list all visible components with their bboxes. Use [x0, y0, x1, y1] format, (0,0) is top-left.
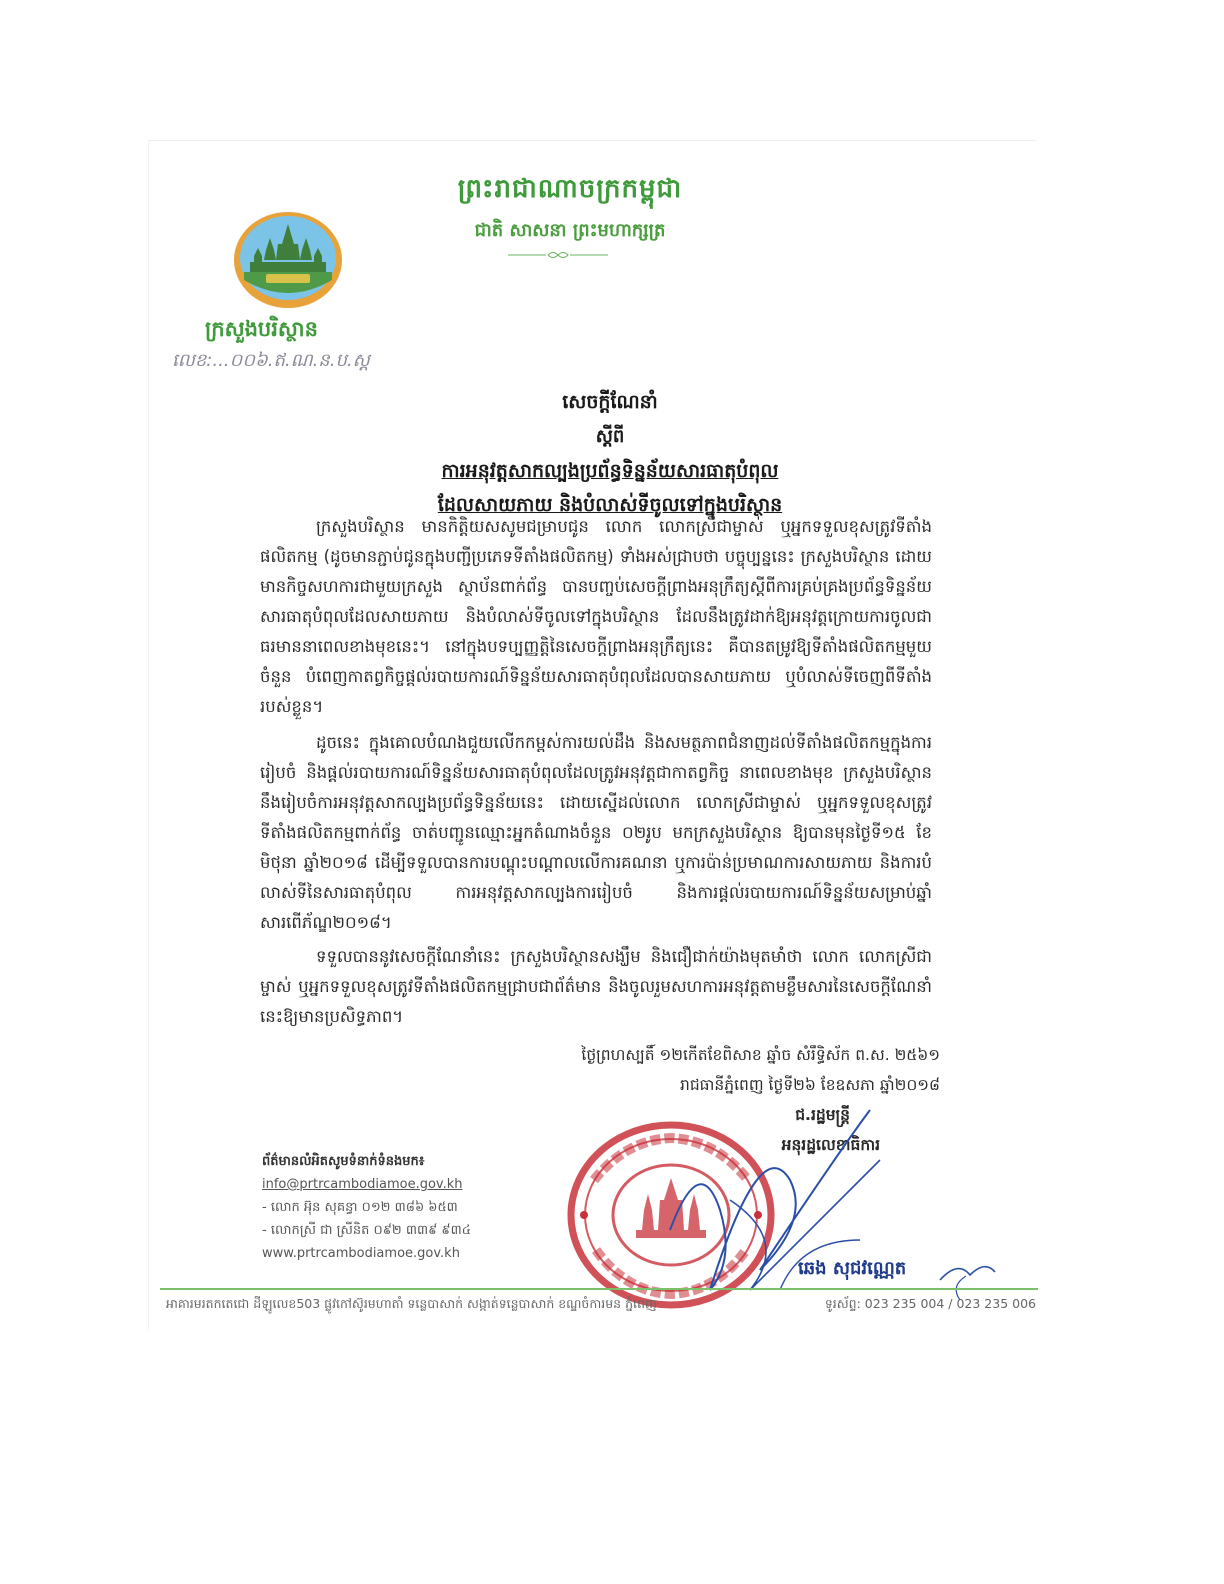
- footer-address: អាគារមរតកតេជោ ដីឡូលេខ503 ផ្លូវកៅស៊ូរមហាតាំ ទន្លេបាសាក់ សង្កាត់ទន្លេបាសាក់ ខណ្ឌចំការមន ភ្នំពេញ: [166, 1296, 657, 1311]
- signer-name: ឆេង សុជវណ្ណេត: [798, 1258, 907, 1279]
- contact-heading: ព័ត៌មានលំអិតសូមទំនាក់ទំនងមក៖: [262, 1154, 425, 1169]
- title-line-1: សេចក្តីណែនាំ: [562, 391, 658, 413]
- for-minister-label: ជ.រដ្ឋមន្ត្រី: [795, 1106, 850, 1124]
- body-paragraph-3: ទទួលបាននូវសេចក្តីណែនាំនេះ ក្រសួងបរិស្ថានសង្ឃឹម និងជឿជាក់យ៉ាងមុតមាំថា លោក លោកស្រីជាម្ចាស់ ឬអ្នកទទួលខុសត្រូវទីតាំងផលិតកម្មជ្រាបជាព័ត៌មាន និងចូលរួមសហការអនុវត្តតាមខ្លឹមសារនៃសេចក្តីណែនាំនេះឱ្យមានប្រសិទ្ធភាព។: [260, 947, 932, 1026]
- contact-person-2: - លោកស្រី ជា ស្រីនិត ០៩២ ៣៣៩ ៩៣៤: [262, 1223, 471, 1238]
- body-paragraph-1: ក្រសួងបរិស្ថាន មានកិត្តិយសសូមជម្រាបជូន លោក លោកស្រីជាម្ចាស់ ឬអ្នកទទួលខុសត្រូវទីតាំងផលិតកម្ម (ដូចមានភ្ជាប់ជូនក្នុងបញ្ជីប្រភេទទីតាំងផលិតកម្ម) ទាំងអស់ជ្រាបថា បច្ចុប្បន្ននេះ ក្រសួងបរិស្ថាន ដោយមានកិច្ចសហការជាមួយក្រសួង ស្ថាប័នពាក់ព័ន្ធ បានបញ្ចប់សេចក្តីព្រាងអនុក្រឹត្យស្តីពីការគ្រប់គ្រងប្រព័ន្ធទិន្នន័យសារធាតុបំពុលដែលសាយភាយ និងបំលាស់ទីចូលទៅក្នុងបរិស្ថាន ដែលនឹងត្រូវដាក់ឱ្យអនុវត្តក្រោយការចូលជាធរមាននាពេលខាងមុខនេះ។ នៅក្នុងបទប្បញ្ញត្តិនៃសេចក្តីព្រាងអនុក្រឹត្យនេះ គឺបានតម្រូវឱ្យទីតាំងផលិតកម្មមួយចំនួន បំពេញកាតព្វកិច្ចផ្តល់របាយការណ៍ទិន្នន័យសារធាតុបំពុលដែលបានសាយភាយ ឬបំលាស់ទីចេញពីទីតាំងរបស់ខ្លួន។: [260, 517, 932, 716]
- national-motto: ជាតិ សាសនា ព្រះមហាក្សត្រ: [474, 220, 666, 241]
- contact-person-1: - លោក អ៊ុន សុគន្ធា ០១២ ៣៨៦ ៦៥៣: [262, 1200, 458, 1215]
- footer: [166, 1296, 1036, 1315]
- solar-date: រាជធានីភ្នំពេញ ថ្ងៃទី២៦ ខែឧសភា ឆ្នាំ២០១៨: [680, 1076, 940, 1094]
- body-paragraph-2: ដូចនេះ ក្នុងគោលបំណងជួយលើកកម្ពស់ការយល់ដឹង និងសមត្ថភាពជំនាញដល់ទីតាំងផលិតកម្មក្នុងការរៀបចំ និងផ្តល់របាយការណ៍ទិន្នន័យសារធាតុបំពុលដែលត្រូវអនុវត្តជាកាតព្វកិច្ច នាពេលខាងមុខ ក្រសួងបរិស្ថាន នឹងរៀបចំការអនុវត្តសាកល្បងប្រព័ន្ធទិន្នន័យនេះ ដោយស្នើដល់លោក លោកស្រីជាម្ចាស់ ឬអ្នកទទួលខុសត្រូវទីតាំងផលិតកម្មពាក់ព័ន្ធ ចាត់បញ្ជូនឈ្មោះអ្នកតំណាងចំនួន ០២រូប មកក្រសួងបរិស្ថាន ឱ្យបានមុនថ្ងៃទី១៥ ខែមិថុនា ឆ្នាំ២០១៨ ដើម្បីទទួលបានការបណ្តុះបណ្តាលលើការគណនា ឬការប៉ាន់ប្រមាណការសាយភាយ និងការបំលាស់ទីនៃសារធាតុបំពុល ការអនុវត្តសាកល្បងការរៀបចំ និងការផ្តល់របាយការណ៍ទិន្នន័យសម្រាប់ឆ្នាំសារពើភ័ណ្ឌ២០១៨។: [260, 733, 932, 932]
- ornament-divider-icon: [508, 250, 608, 260]
- title-line-2: ស្តីពី: [595, 426, 625, 447]
- handwritten-signature-icon: [640, 1090, 1000, 1320]
- kingdom-title: ព្រះរាជាណាចក្រកម្ពុជា: [457, 174, 683, 204]
- lunar-date: ថ្ងៃព្រហស្បតិ៍ ១២កើតខែពិសាខ ឆ្នាំច សំរឹទ្ធិស័ក ព.ស. ២៥៦១: [581, 1046, 940, 1064]
- ministry-logo-icon: [232, 210, 344, 310]
- contact-info: [262, 1150, 471, 1265]
- reference-number: លេខ:...០០៦.ឥ.ណ.ន.ប.ស្ត: [172, 350, 370, 371]
- document-title: [330, 390, 890, 521]
- ministry-name: ក្រសួងបរិស្ថាន: [205, 317, 318, 341]
- signer-position: អនុរដ្ឋលេខាធិការ: [781, 1136, 880, 1154]
- footer-divider: [160, 1288, 1038, 1290]
- kingdom-header: [410, 172, 730, 245]
- footer-phone: ទូរស័ព្ទ: 023 235 004 / 023 235 006: [824, 1296, 1036, 1311]
- contact-website-link[interactable]: www.prtrcambodiamoe.gov.kh: [262, 1246, 460, 1261]
- title-line-3: ការអនុវត្តសាកល្បងប្រព័ន្ធទិន្នន័យសារធាតុបំពុល: [441, 460, 779, 482]
- title-line-4: ដែលសាយភាយ និងបំលាស់ទីចូលទៅក្នុងបរិស្ថាន: [437, 494, 783, 516]
- contact-email-link[interactable]: info@prtrcambodiamoe.gov.kh: [262, 1177, 463, 1192]
